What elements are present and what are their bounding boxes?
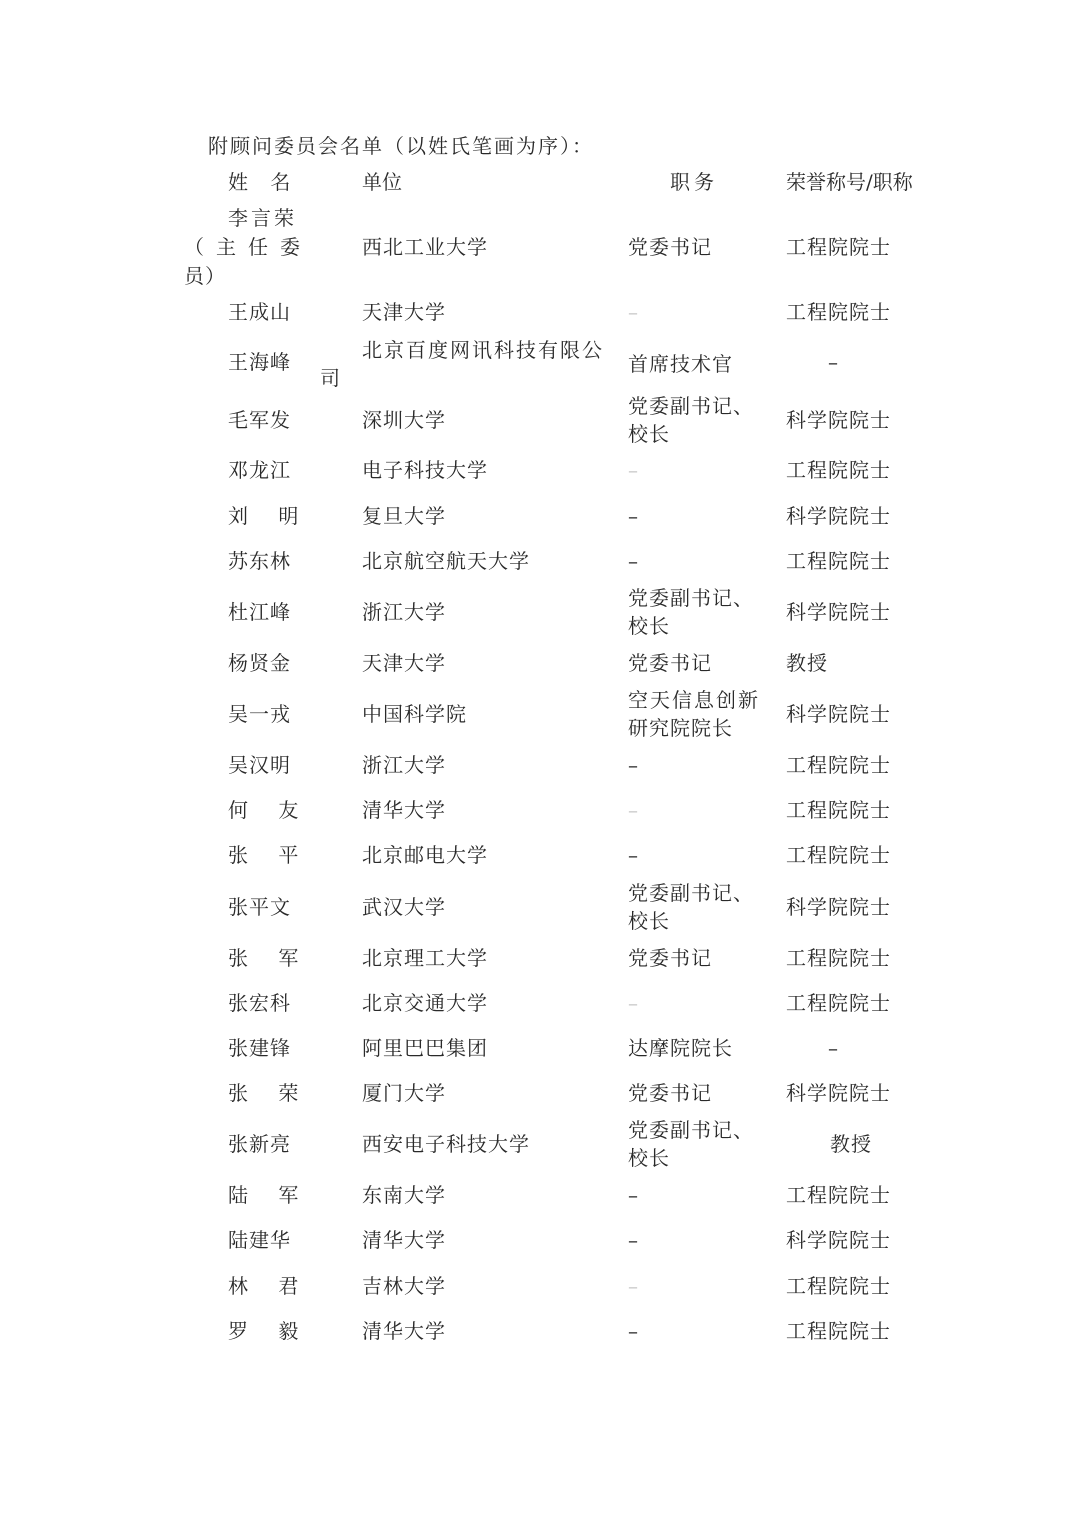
member-duty-line-2: 校长 bbox=[628, 1146, 670, 1170]
member-duty-line-2: 校长 bbox=[628, 909, 670, 933]
name-note-line-1: （主任委 bbox=[184, 235, 312, 259]
member-unit: 西北工业大学 bbox=[362, 235, 488, 259]
member-unit: 中国科学院 bbox=[362, 702, 467, 726]
member-honor: 工程院院士 bbox=[786, 946, 891, 970]
table-row bbox=[0, 686, 1080, 742]
member-name: 陆建华 bbox=[228, 1228, 291, 1252]
member-duty: – bbox=[628, 1319, 639, 1343]
member-duty-line-2: 研究院院长 bbox=[628, 716, 733, 740]
member-name: 张平文 bbox=[228, 895, 291, 919]
member-name: 张宏科 bbox=[228, 991, 291, 1015]
member-honor: 科学院院士 bbox=[786, 408, 891, 432]
member-name-note bbox=[184, 233, 314, 291]
member-unit: 天津大学 bbox=[362, 300, 446, 324]
member-honor: 工程院院士 bbox=[786, 798, 891, 822]
member-name: 苏东林 bbox=[228, 549, 291, 573]
member-duty: – bbox=[628, 1274, 639, 1298]
member-unit-line-1: 北京百度网讯科技有限公 bbox=[362, 338, 604, 362]
member-unit: 清华大学 bbox=[362, 1228, 446, 1252]
member-unit: 电子科技大学 bbox=[362, 458, 488, 482]
member-honor: 工程院院士 bbox=[786, 991, 891, 1015]
member-honor: 工程院院士 bbox=[786, 235, 891, 259]
member-duty: – bbox=[628, 504, 639, 528]
member-duty: 党委书记 bbox=[628, 651, 712, 675]
table-row bbox=[0, 336, 1080, 392]
member-honor: 工程院院士 bbox=[786, 300, 891, 324]
member-honor: 工程院院士 bbox=[786, 1183, 891, 1207]
member-honor: – bbox=[828, 1036, 839, 1060]
table-row bbox=[0, 392, 1080, 448]
member-honor: – bbox=[828, 350, 839, 374]
member-duty: – bbox=[628, 753, 639, 777]
member-duty-line-1: 党委副书记、 bbox=[628, 394, 754, 418]
member-unit: 吉林大学 bbox=[362, 1274, 446, 1298]
member-name: 吴汉明 bbox=[228, 753, 291, 777]
member-unit-line-2: 司 bbox=[320, 366, 341, 390]
member-duty-line-1: 空天信息创新 bbox=[628, 688, 760, 712]
member-duty: – bbox=[628, 798, 639, 822]
member-duty: 首席技术官 bbox=[628, 352, 733, 376]
member-duty: – bbox=[628, 549, 639, 573]
header-duty: 职务 bbox=[670, 170, 718, 194]
member-unit: 厦门大学 bbox=[362, 1081, 446, 1105]
member-duty: 达摩院院长 bbox=[628, 1036, 733, 1060]
member-honor: 科学院院士 bbox=[786, 504, 891, 528]
member-duty: 党委书记 bbox=[628, 946, 712, 970]
member-duty: – bbox=[628, 458, 639, 482]
member-unit: 深圳大学 bbox=[362, 408, 446, 432]
header-title: 荣誉称号/职称 bbox=[786, 170, 913, 194]
table-row bbox=[0, 1116, 1080, 1172]
member-name: 张 平 bbox=[228, 843, 300, 867]
member-honor: 工程院院士 bbox=[786, 843, 891, 867]
member-duty: – bbox=[628, 991, 639, 1015]
member-unit: 北京理工大学 bbox=[362, 946, 488, 970]
member-honor: 教授 bbox=[786, 651, 828, 675]
member-honor: 工程院院士 bbox=[786, 1319, 891, 1343]
member-unit: 北京交通大学 bbox=[362, 991, 488, 1015]
member-name: 张新亮 bbox=[228, 1132, 291, 1156]
member-name: 张建锋 bbox=[228, 1036, 291, 1060]
member-name: 王海峰 bbox=[228, 350, 291, 374]
member-name: 杨贤金 bbox=[228, 651, 291, 675]
member-name: 王成山 bbox=[228, 300, 291, 324]
member-name: 林 君 bbox=[228, 1274, 300, 1298]
member-unit: 阿里巴巴集团 bbox=[362, 1036, 488, 1060]
member-duty: 党委书记 bbox=[628, 235, 712, 259]
member-unit: 东南大学 bbox=[362, 1183, 446, 1207]
member-name: 邓龙江 bbox=[228, 458, 291, 482]
list-title: 附顾问委员会名单（以姓氏笔画为序）： bbox=[208, 134, 594, 158]
member-duty-line-1: 党委副书记、 bbox=[628, 586, 754, 610]
member-name: 何 友 bbox=[228, 798, 300, 822]
member-honor: 科学院院士 bbox=[786, 895, 891, 919]
member-honor: 科学院院士 bbox=[786, 702, 891, 726]
member-name: 毛军发 bbox=[228, 408, 291, 432]
member-duty-line-2: 校长 bbox=[628, 614, 670, 638]
member-duty-line-1: 党委副书记、 bbox=[628, 1118, 754, 1142]
member-unit: 北京邮电大学 bbox=[362, 843, 488, 867]
member-name: 陆 军 bbox=[228, 1183, 300, 1207]
member-duty-line-2: 校长 bbox=[628, 422, 670, 446]
member-honor: 工程院院士 bbox=[786, 1274, 891, 1298]
member-name: 李言荣 bbox=[228, 206, 297, 230]
member-unit: 西安电子科技大学 bbox=[362, 1132, 530, 1156]
member-duty: – bbox=[628, 1183, 639, 1207]
member-honor: 工程院院士 bbox=[786, 458, 891, 482]
member-unit: 浙江大学 bbox=[362, 753, 446, 777]
member-honor: 科学院院士 bbox=[786, 1228, 891, 1252]
member-duty-line-1: 党委副书记、 bbox=[628, 881, 754, 905]
member-unit: 清华大学 bbox=[362, 1319, 446, 1343]
member-name: 张 军 bbox=[228, 946, 300, 970]
member-name: 吴一戎 bbox=[228, 702, 291, 726]
member-name: 罗 毅 bbox=[228, 1319, 300, 1343]
member-duty: 党委书记 bbox=[628, 1081, 712, 1105]
table-row bbox=[0, 584, 1080, 640]
member-name: 张 荣 bbox=[228, 1081, 300, 1105]
member-name: 刘 明 bbox=[228, 504, 300, 528]
member-unit: 复旦大学 bbox=[362, 504, 446, 528]
table-row bbox=[0, 879, 1080, 935]
name-note-line-2: 员） bbox=[184, 264, 226, 288]
member-honor: 工程院院士 bbox=[786, 549, 891, 573]
header-unit: 单位 bbox=[362, 170, 402, 194]
member-honor: 科学院院士 bbox=[786, 600, 891, 624]
member-duty: – bbox=[628, 843, 639, 867]
member-honor: 教授 bbox=[830, 1132, 872, 1156]
member-unit: 浙江大学 bbox=[362, 600, 446, 624]
member-honor: 科学院院士 bbox=[786, 1081, 891, 1105]
member-duty: – bbox=[628, 1228, 639, 1252]
member-unit: 天津大学 bbox=[362, 651, 446, 675]
member-unit: 清华大学 bbox=[362, 798, 446, 822]
member-name: 杜江峰 bbox=[228, 600, 291, 624]
member-unit: 武汉大学 bbox=[362, 895, 446, 919]
member-duty: – bbox=[628, 300, 639, 324]
member-honor: 工程院院士 bbox=[786, 753, 891, 777]
header-name: 姓 名 bbox=[228, 170, 299, 194]
table-row bbox=[0, 204, 1080, 290]
member-unit: 北京航空航天大学 bbox=[362, 549, 530, 573]
